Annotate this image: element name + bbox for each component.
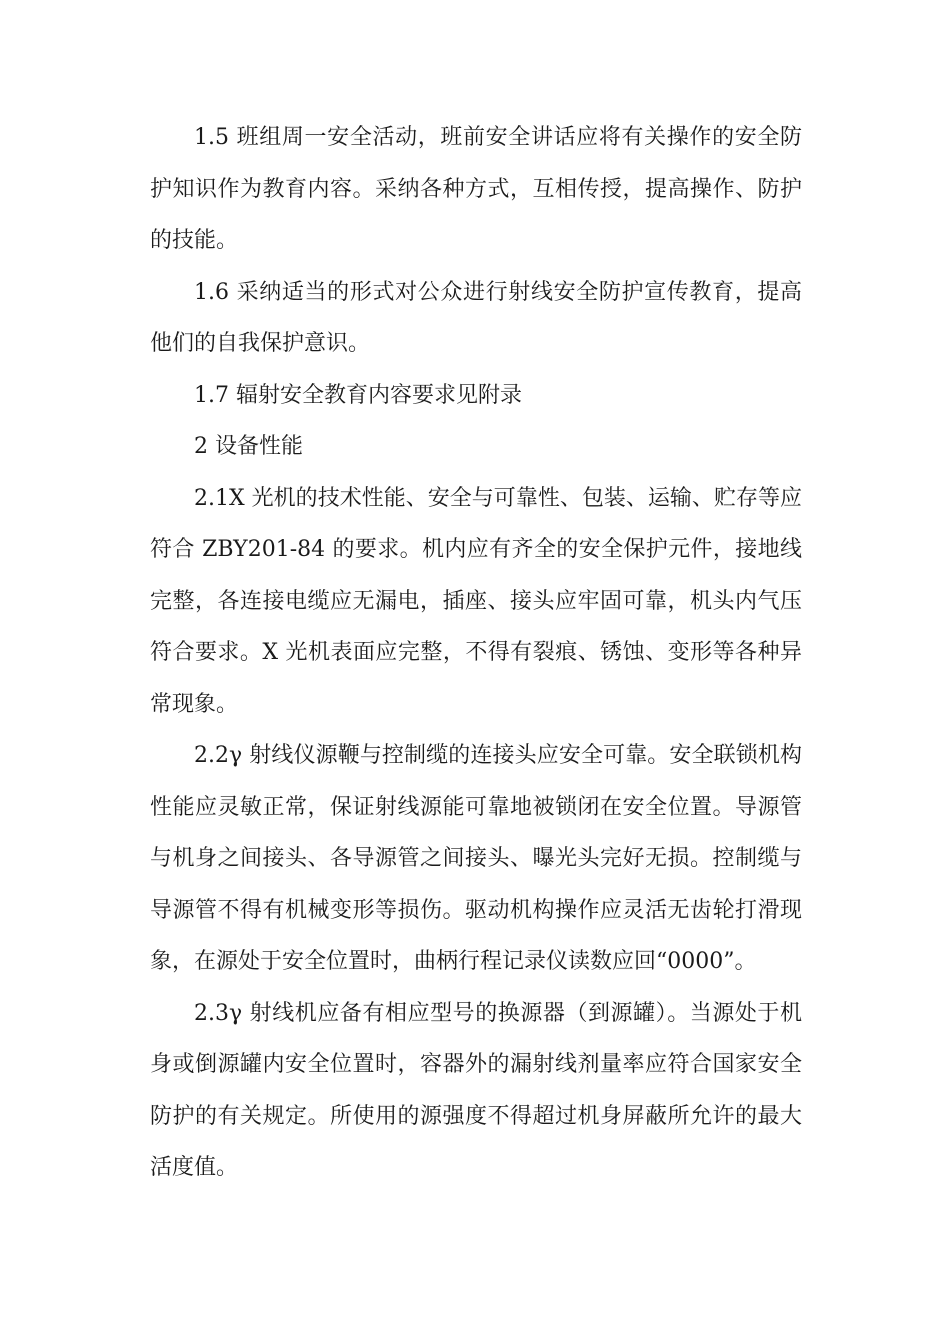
- paragraph-1-6: 1.6 采纳适当的形式对公众进行射线安全防护宣传教育，提高他们的自我保护意识。: [150, 279, 802, 356]
- paragraph-2-1: 2.1X 光机的技术性能、安全与可靠性、包装、运输、贮存等应符合 ZBY201-84 的要求。机内应有齐全的安全保护元件，接地线完整，各连接电缆应无漏电，插座、接头应牢固可靠，机头内气压符合要求。X 光机表面应完整，不得有裂痕、锈蚀、变形等各种异常现象。: [150, 485, 802, 717]
- paragraph-2-2: 2.2γ 射线仪源鞭与控制缆的连接头应安全可靠。安全联锁机构性能应灵敏正常，保证射线源能可靠地被锁闭在安全位置。导源管与机身之间接头、各导源管之间接头、曝光头完好无损。控制缆与导源管不得有机械变形等损伤。驱动机构操作应灵活无齿轮打滑现象，在源处于安全位置时，曲柄行程记录仪读数应回“0000”。: [150, 743, 802, 974]
- paragraph-1-5: 1.5 班组周一安全活动，班前安全讲话应将有关操作的安全防护知识作为教育内容。采纳各种方式，互相传授，提高操作、防护的技能。: [150, 125, 802, 253]
- section-heading-2: 2 设备性能: [194, 434, 303, 459]
- paragraph-1-7: 1.7 辐射安全教育内容要求见附录: [194, 382, 522, 408]
- document-body: [150, 112, 802, 1194]
- paragraph-2-3: 2.3γ 射线机应备有相应型号的换源器（到源罐）。当源处于机身或倒源罐内安全位置时，容器外的漏射线剂量率应符合国家安全防护的有关规定。所使用的源强度不得超过机身屏蔽所允许的最大活度值。: [150, 1000, 802, 1180]
